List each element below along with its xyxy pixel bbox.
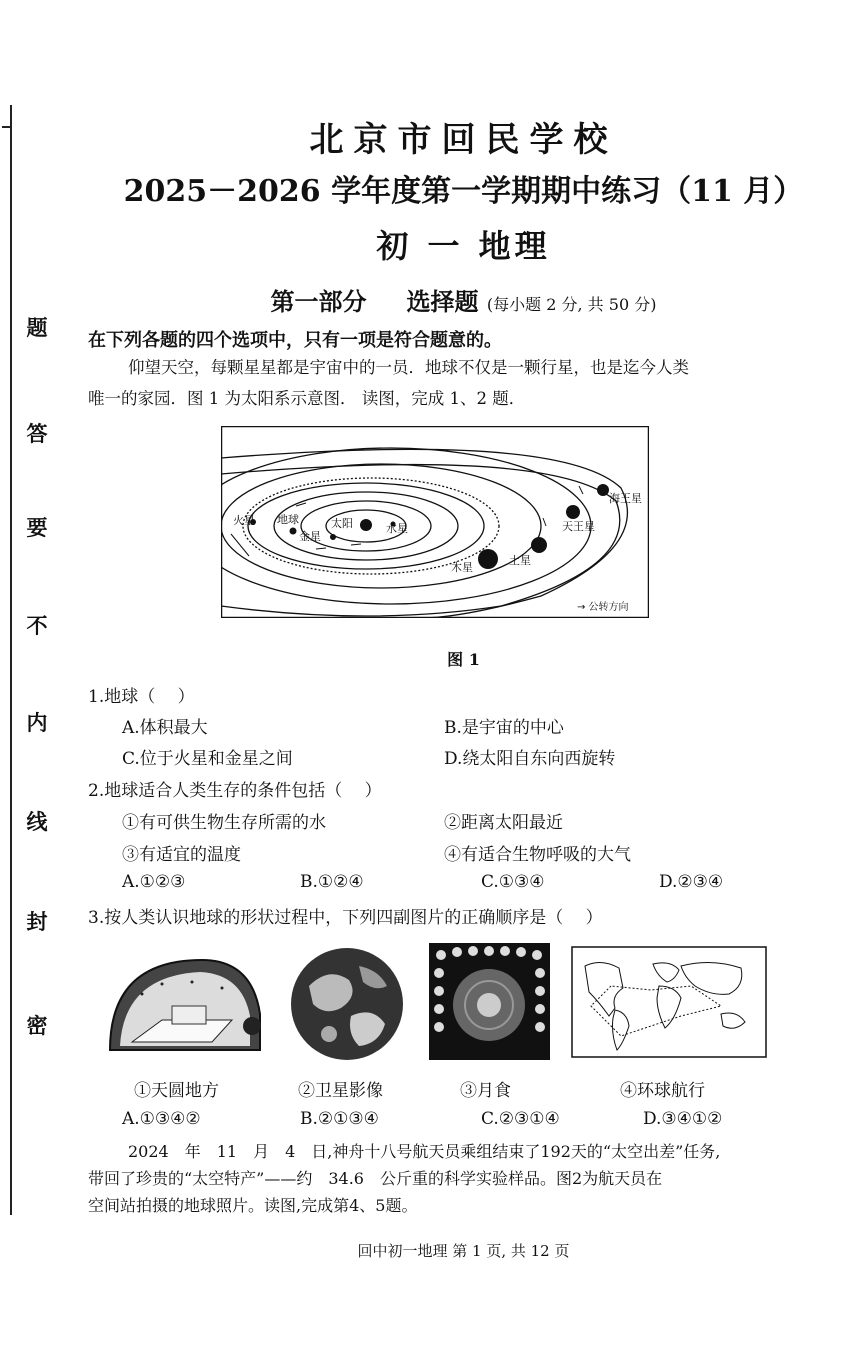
margin-char: 密	[26, 1013, 48, 1038]
label-saturn: 土星	[509, 554, 531, 567]
q3-option-a: A.①③④②	[122, 1109, 201, 1129]
neptune-mark	[597, 484, 609, 496]
legend-revolution-direction: → 公转方向	[577, 602, 629, 613]
exam-subject: 初 一 地理	[376, 227, 551, 265]
label-venus: 金星	[299, 530, 321, 543]
margin-char: 内	[26, 710, 48, 735]
q1-option-a: A.体积最大	[122, 718, 208, 738]
intro2-line: 2024 年 11 月 4 日,神舟十八号航天员乘组结束了192天的“太空出差”任务,	[128, 1142, 721, 1161]
margin-char: 答	[26, 421, 48, 446]
q2-stem: 2.地球适合人类生存的条件包括（ ）	[88, 781, 382, 801]
q1-option-c: C.位于火星和金星之间	[122, 749, 293, 769]
part-heading	[60, 282, 867, 317]
label-sun: 太阳	[331, 517, 353, 530]
margin-char: 封	[26, 909, 48, 934]
intro-line: 唯一的家园．图 1 为太阳系示意图． 读图，完成 1、2 题．	[88, 389, 526, 408]
picture-circumnavigation-map	[571, 946, 767, 1058]
binding-line	[10, 105, 12, 1215]
binding-margin	[0, 0, 60, 1348]
q3-stem: 3.按人类认识地球的形状过程中，下列四副图片的正确顺序是（ ）	[88, 908, 603, 928]
instruction: 在下列各题的四个选项中，只有一项是符合题意的。	[88, 330, 502, 351]
part-title: 第一部分	[270, 287, 367, 316]
q2-statement: ②距离太阳最近	[444, 813, 563, 833]
intro2-line: 空间站拍摄的地球照片。读图,完成第4、5题。	[88, 1196, 418, 1215]
q2-statement: ①有可供生物生存所需的水	[122, 813, 326, 833]
venus-mark	[330, 534, 336, 540]
q3-option-d: D.③④①②	[643, 1109, 723, 1129]
figure1-caption: 图 1	[447, 650, 480, 669]
q2-option-d: D.②③④	[659, 872, 724, 892]
binding-tick	[2, 118, 12, 128]
margin-char: 线	[26, 809, 48, 834]
margin-char: 不	[26, 613, 48, 638]
q1-option-b: B.是宇宙的中心	[444, 718, 564, 738]
intro-paragraph	[88, 352, 808, 414]
label-mercury: 水星	[386, 522, 408, 535]
exam-term: 2025－2026 学年度第一学期期中练习（11 月）	[123, 174, 804, 209]
sun-mark	[360, 519, 372, 531]
page-footer: 回中初一地理 第 1 页, 共 12 页	[357, 1242, 570, 1260]
label-jupiter: 木星	[451, 561, 473, 574]
label-neptune: 海王星	[609, 492, 642, 505]
part-note: (每小题 2 分, 共 50 分)	[486, 295, 657, 314]
q3-option-c: C.②③①④	[481, 1109, 560, 1129]
margin-char: 题	[26, 315, 48, 340]
q2-option-c: C.①③④	[481, 872, 545, 892]
picture-heaven-round-earth-square	[102, 954, 268, 1056]
margin-char: 要	[26, 515, 48, 540]
q2-option-a: A.①②③	[122, 872, 186, 892]
jupiter-mark	[478, 549, 498, 569]
q1-stem: 1.地球（ ）	[88, 687, 195, 707]
q3-option-b: B.②①③④	[300, 1109, 379, 1129]
q2-statement: ③有适宜的温度	[122, 845, 241, 865]
picture-lunar-eclipse	[429, 943, 550, 1060]
earth-mark	[290, 528, 297, 535]
label-mars: 火星	[233, 514, 255, 527]
part-type: 选择题	[406, 287, 479, 316]
intro2-paragraph	[88, 1138, 808, 1219]
q2-option-b: B.①②④	[300, 872, 364, 892]
picture-caption: ③月食	[460, 1081, 511, 1101]
picture-satellite-earth	[289, 946, 405, 1062]
q1-option-d: D.绕太阳自东向西旋转	[444, 749, 616, 769]
label-uranus: 天王星	[562, 520, 595, 533]
solar-system-figure	[221, 426, 649, 618]
picture-caption: ②卫星影像	[298, 1081, 383, 1101]
picture-caption: ①天圆地方	[134, 1081, 219, 1101]
q2-statement: ④有适合生物呼吸的大气	[444, 845, 631, 865]
picture-caption: ④环球航行	[620, 1081, 705, 1101]
intro-line: 仰望天空，每颗星星都是宇宙中的一员．地球不仅是一颗行星，也是迄今人类	[128, 358, 689, 377]
intro2-line: 带回了珍贵的“太空特产”——约 34.6 公斤重的科学实验样品。图2为航天员在	[88, 1169, 663, 1188]
school-name: 北京市回民学校	[309, 120, 618, 160]
label-earth: 地球	[277, 513, 299, 526]
saturn-mark	[531, 537, 547, 553]
uranus-mark	[566, 505, 580, 519]
